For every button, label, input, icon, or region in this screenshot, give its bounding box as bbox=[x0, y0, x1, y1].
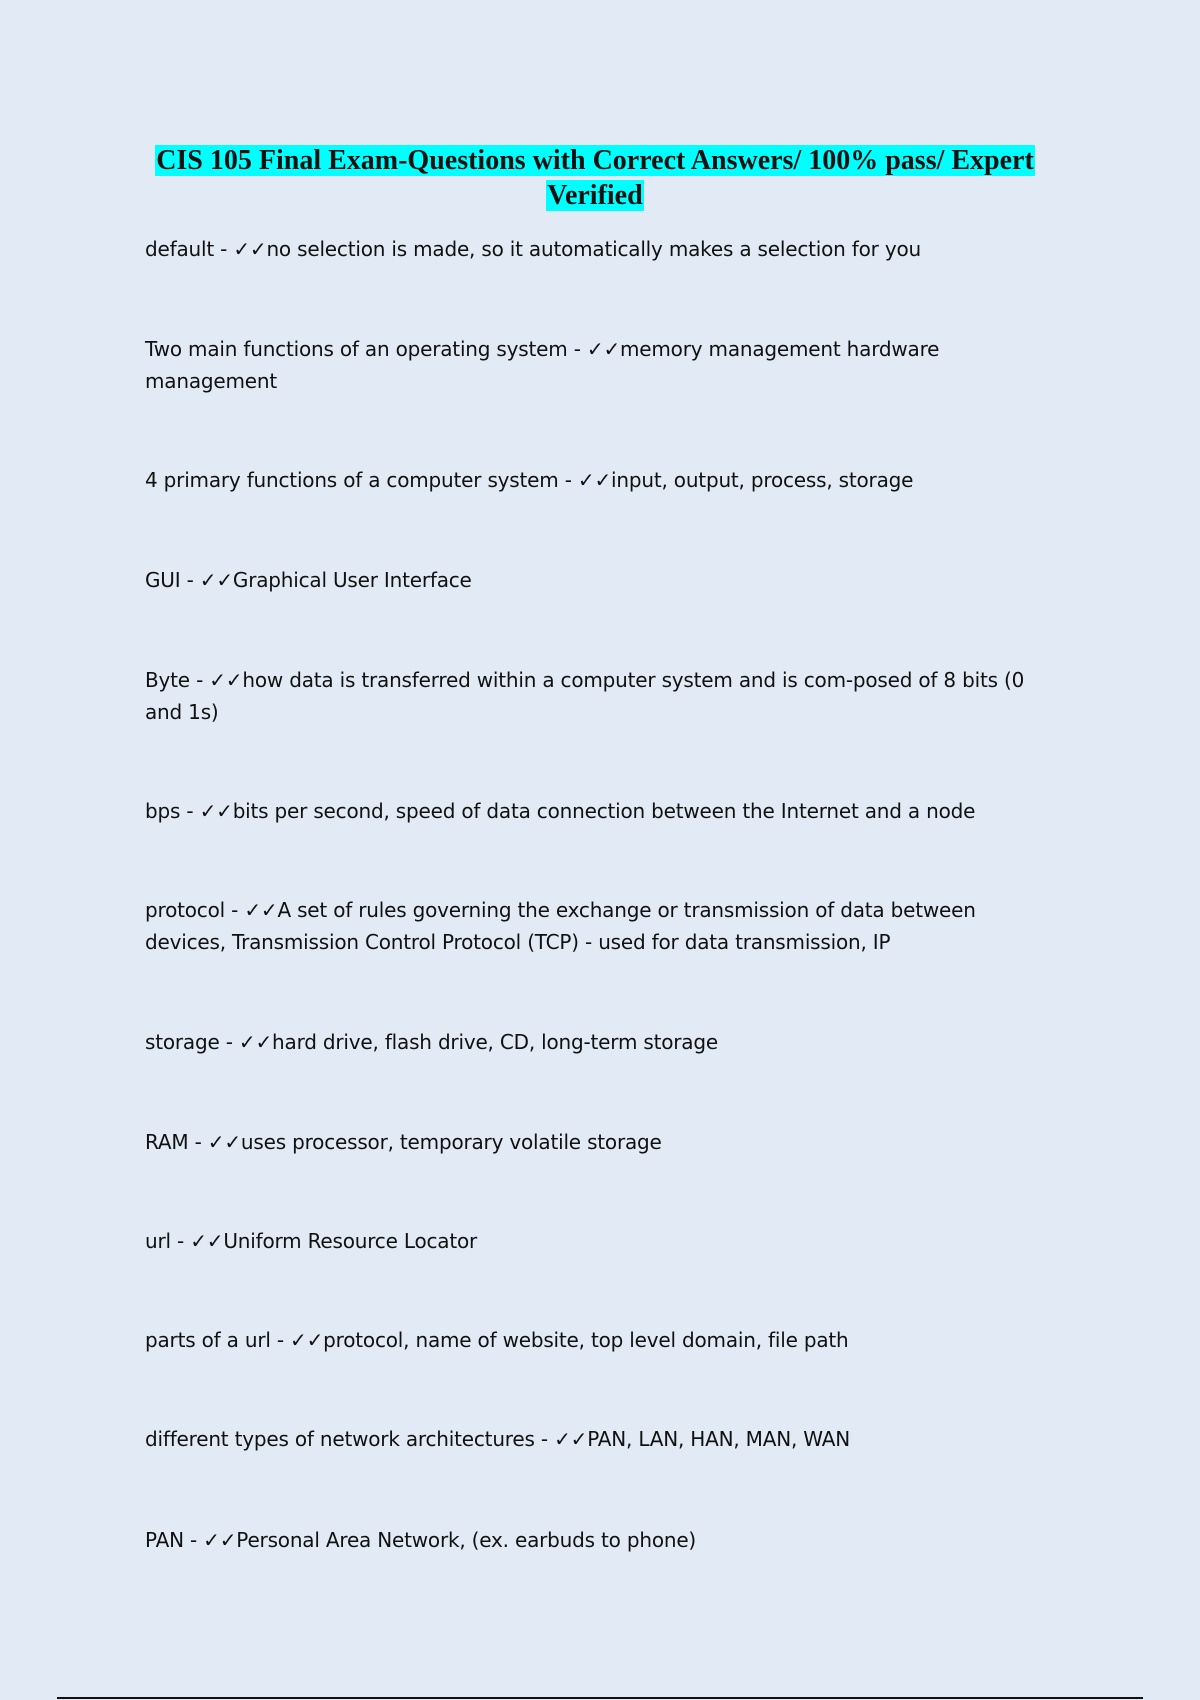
qa-separator: - bbox=[567, 337, 587, 361]
title-line-1: CIS 105 Final Exam-Questions with Correct Answers/ 100% pass/ Expert bbox=[156, 145, 1034, 176]
qa-definition: how data is transferred within a computer system and is com-posed of 8 bits (0 and 1s) bbox=[145, 668, 1025, 724]
qa-separator: - bbox=[170, 1229, 191, 1253]
qa-separator: - bbox=[180, 799, 200, 823]
qa-definition: A set of rules governing the exchange or transmission of data between devices, Transmission Control Protocol (TCP) - used for data transmission, IP bbox=[145, 898, 976, 954]
qa-item bbox=[145, 1026, 1045, 1058]
double-check-icon: ✓✓ bbox=[244, 898, 278, 922]
qa-definition: hard drive, flash drive, CD, long-term storage bbox=[272, 1030, 718, 1054]
qa-definition: Graphical User Interface bbox=[232, 568, 472, 592]
qa-separator: - bbox=[534, 1427, 555, 1451]
qa-definition: protocol, name of website, top level domain, file path bbox=[323, 1328, 849, 1352]
double-check-icon: ✓✓ bbox=[209, 668, 243, 692]
qa-definition: Uniform Resource Locator bbox=[223, 1229, 478, 1253]
qa-term: parts of a url bbox=[145, 1328, 271, 1352]
qa-item bbox=[145, 795, 1045, 827]
qa-term: RAM bbox=[145, 1130, 189, 1154]
qa-item bbox=[145, 233, 1045, 265]
qa-separator: - bbox=[183, 1528, 204, 1552]
qa-term: default bbox=[145, 237, 214, 261]
qa-term: PAN bbox=[145, 1528, 184, 1552]
qa-term: protocol bbox=[145, 898, 225, 922]
double-check-icon: ✓✓ bbox=[233, 237, 267, 261]
qa-definition: uses processor, temporary volatile storage bbox=[240, 1130, 662, 1154]
qa-term: Byte bbox=[145, 668, 190, 692]
double-check-icon: ✓✓ bbox=[207, 1130, 241, 1154]
qa-item bbox=[145, 1126, 1045, 1158]
double-check-icon: ✓✓ bbox=[190, 1229, 224, 1253]
qa-item bbox=[145, 464, 1045, 496]
qa-definition: PAN, LAN, HAN, MAN, WAN bbox=[587, 1427, 851, 1451]
qa-term: storage bbox=[145, 1030, 220, 1054]
qa-term: Two main functions of an operating system bbox=[145, 337, 568, 361]
document-title bbox=[145, 143, 1045, 213]
double-check-icon: ✓✓ bbox=[577, 468, 612, 492]
qa-separator: - bbox=[213, 237, 234, 261]
qa-separator: - bbox=[224, 898, 245, 922]
qa-separator: - bbox=[270, 1328, 291, 1352]
qa-separator: - bbox=[180, 568, 200, 592]
qa-item bbox=[145, 664, 1045, 728]
qa-definition: no selection is made, so it automatically makes a selection for you bbox=[266, 237, 921, 261]
qa-item bbox=[145, 894, 1045, 958]
double-check-icon: ✓✓ bbox=[554, 1427, 588, 1451]
qa-term: 4 primary functions of a computer system bbox=[145, 468, 559, 492]
qa-definition: input, output, process, storage bbox=[611, 468, 914, 492]
double-check-icon: ✓✓ bbox=[586, 337, 621, 361]
double-check-icon: ✓✓ bbox=[290, 1328, 324, 1352]
qa-item bbox=[145, 1324, 1045, 1356]
qa-definition: memory management hardware management bbox=[145, 337, 940, 393]
qa-definition: bits per second, speed of data connection between the Internet and a node bbox=[232, 799, 976, 823]
qa-separator: - bbox=[558, 468, 578, 492]
qa-item bbox=[145, 1423, 1045, 1455]
qa-term: GUI bbox=[145, 568, 181, 592]
qa-definition: Personal Area Network, (ex. earbuds to phone) bbox=[236, 1528, 697, 1552]
qa-separator: - bbox=[188, 1130, 208, 1154]
double-check-icon: ✓✓ bbox=[238, 1030, 273, 1054]
double-check-icon: ✓✓ bbox=[199, 799, 233, 823]
qa-term: bps bbox=[145, 799, 181, 823]
qa-item bbox=[145, 333, 1045, 397]
title-line-2: Verified bbox=[547, 180, 643, 211]
qa-term: different types of network architectures bbox=[145, 1427, 535, 1451]
qa-item bbox=[145, 1225, 1045, 1257]
qa-item bbox=[145, 1524, 1045, 1556]
qa-term: url bbox=[145, 1229, 171, 1253]
double-check-icon: ✓✓ bbox=[203, 1528, 237, 1552]
qa-item bbox=[145, 564, 1045, 596]
qa-separator: - bbox=[189, 668, 210, 692]
qa-separator: - bbox=[219, 1030, 239, 1054]
page-bottom-divider bbox=[57, 1697, 1143, 1699]
double-check-icon: ✓✓ bbox=[199, 568, 233, 592]
